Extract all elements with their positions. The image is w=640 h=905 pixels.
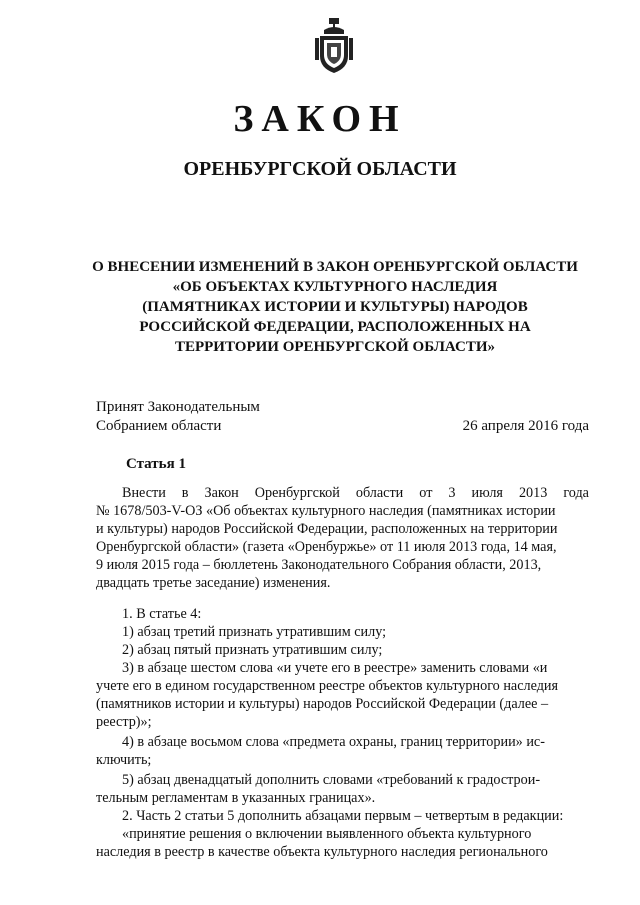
word: Закон	[204, 485, 239, 501]
word: 2013	[518, 485, 548, 501]
law-name-line: ТЕРРИТОРИИ ОРЕНБУРГСКОЙ ОБЛАСТИ»	[174, 339, 496, 355]
word: области	[355, 485, 404, 501]
word: Оренбургской	[254, 485, 340, 501]
item-line: 4) в абзаце восьмом слова «предмета охраны, границ территории» ис-	[122, 734, 545, 750]
law-name-line: О ВНЕСЕНИИ ИЗМЕНЕНИЙ В ЗАКОН ОРЕНБУРГСКОЙ ОБЛАСТИ	[92, 259, 578, 275]
paragraph-first-line	[96, 484, 589, 502]
paragraph-line: № 1678/503-V-ОЗ «Об объектах культурного наследия (памятниках истории	[96, 503, 556, 519]
item-line: 5) абзац двенадцатый дополнить словами «требований к градострои-	[122, 772, 541, 788]
paragraph-line: двадцать третье заседание) изменения.	[96, 575, 331, 591]
item-line: 2) абзац пятый признать утратившим силу;	[122, 642, 383, 658]
item-line: ключить;	[96, 752, 152, 768]
item-line: учете его в едином государственном реестре объектов культурного наследия	[96, 678, 559, 694]
law-name-line: «ОБ ОБЪЕКТАХ КУЛЬТУРНОГО НАСЛЕДИЯ	[172, 279, 498, 295]
word: в	[181, 485, 189, 501]
law-name-line: (ПАМЯТНИКАХ ИСТОРИИ И КУЛЬТУРЫ) НАРОДОВ	[142, 299, 528, 315]
adopted-line: Собранием области	[96, 418, 222, 434]
word: 3	[448, 485, 456, 501]
word: года	[563, 485, 589, 501]
adopted-line: Принят Законодательным	[96, 399, 260, 415]
item-line: «принятие решения о включении выявленного объекта культурного	[122, 826, 532, 842]
item-line: тельным регламентам в указанных границах».	[96, 790, 376, 806]
adopted-by	[96, 398, 260, 436]
item-line: (памятников истории и культуры) народов Российской Федерации (далее –	[96, 696, 549, 712]
document-title: ЗАКОН	[233, 98, 407, 140]
adoption-date: 26 апреля 2016 года	[462, 418, 589, 434]
paragraph-line: Оренбургской области» (газета «Оренбуржье» от 11 июля 2013 года, 14 мая,	[96, 539, 557, 555]
article-heading: Статья 1	[126, 456, 186, 472]
law-name	[80, 257, 590, 357]
paragraph-line: и культуры) народов Российской Федерации, расположенных на территории	[96, 521, 558, 537]
paragraph-line: 9 июля 2015 года – бюллетень Законодательного Собрания области, 2013,	[96, 557, 542, 573]
item-line: наследия в реестр в качестве объекта культурного наследия регионального	[96, 844, 548, 860]
item-line: реестр)»;	[96, 714, 152, 730]
article-body	[96, 484, 589, 861]
word: июля	[471, 485, 503, 501]
coat-of-arms-icon	[314, 18, 354, 74]
document-subtitle: ОРЕНБУРГСКОЙ ОБЛАСТИ	[183, 158, 457, 180]
law-name-line: РОССИЙСКОЙ ФЕДЕРАЦИИ, РАСПОЛОЖЕННЫХ НА	[139, 319, 531, 335]
item-line: 2. Часть 2 статьи 5 дополнить абзацами первым – четвертым в редакции:	[122, 808, 564, 824]
word: от	[419, 485, 433, 501]
item-line: 1) абзац третий признать утратившим силу;	[122, 624, 387, 640]
word: Внести	[122, 485, 166, 501]
item-line: 3) в абзаце шестом слова «и учете его в реестре» заменить словами «и	[122, 660, 548, 676]
item-line: 1. В статье 4:	[122, 606, 202, 622]
